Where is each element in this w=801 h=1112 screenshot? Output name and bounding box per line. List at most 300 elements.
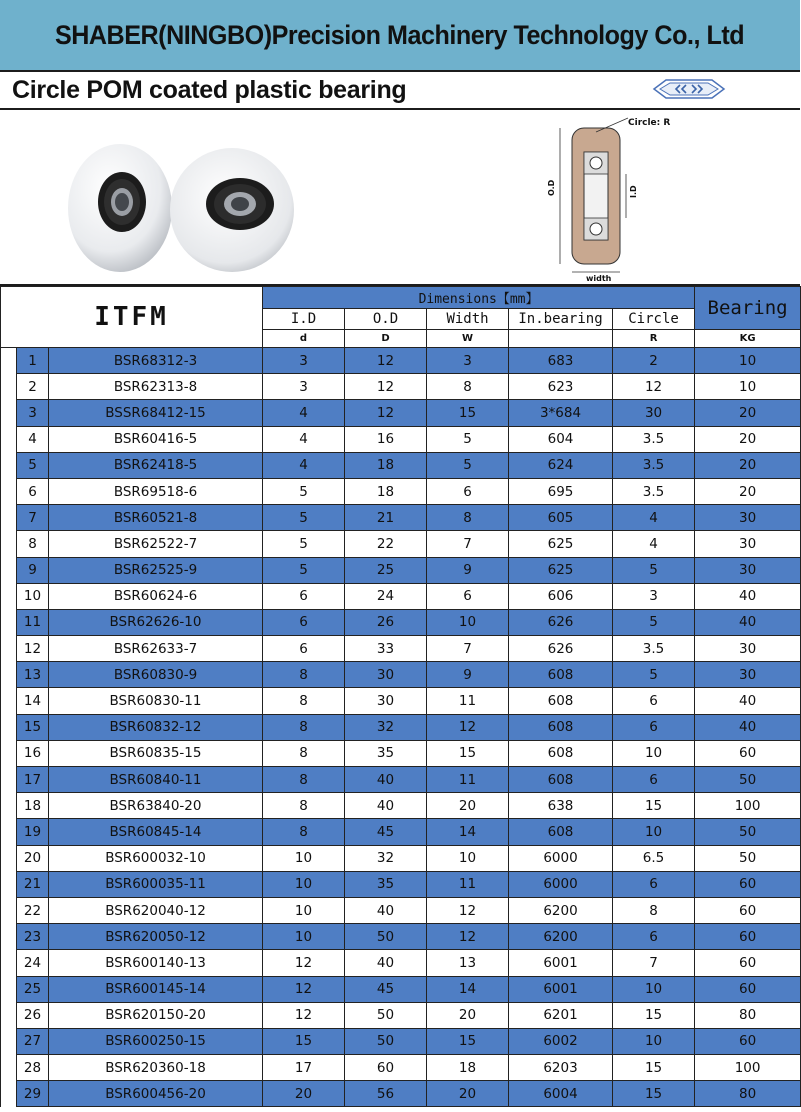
col-header-width: Width [427,309,509,330]
row-gutter [1,557,17,583]
row-od: 30 [345,662,427,688]
row-od: 40 [345,793,427,819]
row-circle: 3.5 [613,636,695,662]
row-model: BSR620150-20 [49,1002,263,1028]
bearing-wheels-image [62,130,322,280]
row-width: 20 [427,793,509,819]
row-number: 22 [17,897,49,923]
row-kg: 100 [695,1055,801,1081]
row-width: 12 [427,924,509,950]
row-od: 35 [345,740,427,766]
row-od: 24 [345,583,427,609]
row-gutter [1,400,17,426]
row-kg: 50 [695,819,801,845]
row-kg: 60 [695,1028,801,1054]
row-circle: 30 [613,400,695,426]
spec-table-body [1,348,801,1107]
company-name: SHABER(NINGBO)Precision Machinery Technology Co., Ltd [55,19,745,50]
row-id: 5 [263,557,345,583]
row-kg: 40 [695,583,801,609]
row-kg: 100 [695,793,801,819]
table-row [1,767,801,793]
row-circle: 6 [613,871,695,897]
row-width: 6 [427,583,509,609]
row-id: 3 [263,374,345,400]
row-number: 20 [17,845,49,871]
row-number: 5 [17,452,49,478]
row-inbearing: 638 [509,793,613,819]
row-model: BSR600032-10 [49,845,263,871]
row-gutter [1,452,17,478]
row-od: 30 [345,688,427,714]
row-kg: 80 [695,1081,801,1107]
row-width: 8 [427,505,509,531]
table-row [1,452,801,478]
row-gutter [1,740,17,766]
row-gutter [1,662,17,688]
row-inbearing: 6001 [509,976,613,1002]
row-circle: 3 [613,583,695,609]
row-number: 23 [17,924,49,950]
row-model: BSR69518-6 [49,478,263,504]
row-kg: 30 [695,662,801,688]
row-width: 13 [427,950,509,976]
row-inbearing: 608 [509,740,613,766]
row-kg: 60 [695,871,801,897]
row-inbearing: 6002 [509,1028,613,1054]
row-model: BSR60845-14 [49,819,263,845]
row-inbearing: 625 [509,557,613,583]
row-width: 12 [427,897,509,923]
row-id: 15 [263,1028,345,1054]
row-gutter [1,767,17,793]
row-od: 18 [345,478,427,504]
row-number: 27 [17,1028,49,1054]
table-row [1,583,801,609]
row-id: 6 [263,583,345,609]
row-inbearing: 6000 [509,871,613,897]
outer-diameter-label: O.D [547,179,556,196]
row-inbearing: 626 [509,609,613,635]
row-inbearing: 608 [509,714,613,740]
row-id: 17 [263,1055,345,1081]
row-model: BSR62633-7 [49,636,263,662]
row-circle: 10 [613,1028,695,1054]
row-gutter [1,348,17,374]
row-circle: 2 [613,348,695,374]
row-od: 16 [345,426,427,452]
row-number: 14 [17,688,49,714]
row-od: 50 [345,1002,427,1028]
brand-logo-icon [652,78,726,100]
row-model: BSR63840-20 [49,793,263,819]
row-model: BSR600035-11 [49,871,263,897]
row-od: 50 [345,924,427,950]
row-od: 12 [345,400,427,426]
row-gutter [1,478,17,504]
row-id: 8 [263,767,345,793]
row-id: 12 [263,976,345,1002]
width-label: width [586,274,612,283]
row-circle: 4 [613,531,695,557]
row-model: BSR620040-12 [49,897,263,923]
row-gutter [1,819,17,845]
row-model: BSR62525-9 [49,557,263,583]
row-id: 8 [263,714,345,740]
row-model: BSR60624-6 [49,583,263,609]
row-circle: 6 [613,688,695,714]
table-row [1,688,801,714]
row-inbearing: 6200 [509,924,613,950]
row-model: BSR60830-9 [49,662,263,688]
row-model: BSR62626-10 [49,609,263,635]
row-kg: 20 [695,400,801,426]
row-circle: 3.5 [613,452,695,478]
row-width: 11 [427,767,509,793]
row-number: 8 [17,531,49,557]
row-od: 25 [345,557,427,583]
row-width: 14 [427,976,509,1002]
row-gutter [1,845,17,871]
row-model: BSR600456-20 [49,1081,263,1107]
row-number: 19 [17,819,49,845]
row-circle: 10 [613,819,695,845]
row-width: 5 [427,426,509,452]
row-id: 5 [263,478,345,504]
table-row [1,426,801,452]
row-gutter [1,609,17,635]
row-inbearing: 608 [509,767,613,793]
company-banner [0,0,800,72]
row-model: BSR62313-8 [49,374,263,400]
row-circle: 12 [613,374,695,400]
row-od: 18 [345,452,427,478]
row-inbearing: 625 [509,531,613,557]
row-number: 21 [17,871,49,897]
row-gutter [1,871,17,897]
row-gutter [1,793,17,819]
row-number: 24 [17,950,49,976]
row-od: 33 [345,636,427,662]
row-circle: 3.5 [613,426,695,452]
table-row [1,531,801,557]
row-gutter [1,505,17,531]
bearing-cross-section-drawing [547,112,671,283]
unit-inbearing [509,330,613,348]
table-row [1,1081,801,1107]
row-width: 8 [427,374,509,400]
row-id: 10 [263,897,345,923]
row-number: 3 [17,400,49,426]
row-kg: 30 [695,557,801,583]
row-circle: 15 [613,1081,695,1107]
unit-od: D [345,330,427,348]
row-inbearing: 605 [509,505,613,531]
row-id: 5 [263,531,345,557]
col-header-inbearing: In.bearing [509,309,613,330]
row-number: 25 [17,976,49,1002]
row-inbearing: 608 [509,662,613,688]
row-width: 20 [427,1081,509,1107]
row-model: BSR600250-15 [49,1028,263,1054]
row-id: 6 [263,636,345,662]
table-row [1,609,801,635]
row-od: 40 [345,950,427,976]
row-od: 40 [345,767,427,793]
row-model: BSR62418-5 [49,452,263,478]
row-od: 40 [345,897,427,923]
row-gutter [1,583,17,609]
row-number: 15 [17,714,49,740]
row-model: BSR62522-7 [49,531,263,557]
row-circle: 7 [613,950,695,976]
row-number: 17 [17,767,49,793]
row-number: 4 [17,426,49,452]
row-od: 26 [345,609,427,635]
row-inbearing: 608 [509,819,613,845]
row-gutter [1,1055,17,1081]
row-number: 12 [17,636,49,662]
row-number: 28 [17,1055,49,1081]
row-inbearing: 6001 [509,950,613,976]
inner-diameter-label: I.D [629,185,638,198]
row-number: 11 [17,609,49,635]
row-inbearing: 683 [509,348,613,374]
bearing-header: Bearing [695,287,801,330]
row-gutter [1,976,17,1002]
row-model: BSR60830-11 [49,688,263,714]
dimensions-header: Dimensions【mm】 [263,287,695,309]
col-header-id: I.D [263,309,345,330]
table-row [1,897,801,923]
row-width: 10 [427,609,509,635]
col-header-circle: Circle [613,309,695,330]
product-title: Circle POM coated plastic bearing [12,76,407,104]
row-inbearing: 6201 [509,1002,613,1028]
row-od: 45 [345,819,427,845]
itfm-header: ITFM [1,287,263,348]
row-gutter [1,1028,17,1054]
row-model: BSR620360-18 [49,1055,263,1081]
row-circle: 6 [613,714,695,740]
row-inbearing: 608 [509,688,613,714]
row-circle: 3.5 [613,478,695,504]
row-kg: 60 [695,897,801,923]
row-kg: 50 [695,845,801,871]
row-number: 7 [17,505,49,531]
row-id: 12 [263,950,345,976]
table-row [1,819,801,845]
row-number: 18 [17,793,49,819]
row-kg: 60 [695,924,801,950]
row-id: 8 [263,662,345,688]
row-gutter [1,897,17,923]
table-row [1,478,801,504]
row-gutter [1,426,17,452]
row-id: 8 [263,740,345,766]
row-width: 12 [427,714,509,740]
row-id: 4 [263,400,345,426]
row-model: BSR60840-11 [49,767,263,793]
row-id: 10 [263,871,345,897]
row-kg: 40 [695,609,801,635]
row-model: BSR60521-8 [49,505,263,531]
row-model: BSR68312-3 [49,348,263,374]
row-od: 60 [345,1055,427,1081]
row-gutter [1,950,17,976]
row-kg: 80 [695,1002,801,1028]
row-od: 45 [345,976,427,1002]
row-number: 1 [17,348,49,374]
row-inbearing: 623 [509,374,613,400]
row-number: 26 [17,1002,49,1028]
table-row [1,1002,801,1028]
row-od: 32 [345,714,427,740]
row-od: 12 [345,348,427,374]
unit-width: W [427,330,509,348]
row-gutter [1,1002,17,1028]
row-width: 9 [427,662,509,688]
row-od: 56 [345,1081,427,1107]
row-kg: 60 [695,976,801,1002]
row-circle: 10 [613,740,695,766]
row-circle: 10 [613,976,695,1002]
row-id: 6 [263,609,345,635]
table-row [1,714,801,740]
row-gutter [1,688,17,714]
row-kg: 50 [695,767,801,793]
row-width: 3 [427,348,509,374]
table-row [1,636,801,662]
spec-table [0,286,801,1107]
table-row [1,871,801,897]
row-inbearing: 6000 [509,845,613,871]
table-row [1,950,801,976]
row-inbearing: 606 [509,583,613,609]
row-gutter [1,531,17,557]
row-kg: 40 [695,688,801,714]
row-od: 22 [345,531,427,557]
row-model: BSR600145-14 [49,976,263,1002]
row-kg: 20 [695,452,801,478]
row-width: 7 [427,636,509,662]
table-row [1,662,801,688]
row-od: 32 [345,845,427,871]
row-width: 14 [427,819,509,845]
row-od: 50 [345,1028,427,1054]
row-id: 10 [263,924,345,950]
table-row [1,374,801,400]
row-circle: 6.5 [613,845,695,871]
row-model: BSR620050-12 [49,924,263,950]
row-id: 8 [263,793,345,819]
row-id: 4 [263,452,345,478]
row-model: BSR60416-5 [49,426,263,452]
row-id: 8 [263,819,345,845]
row-inbearing: 6004 [509,1081,613,1107]
row-number: 29 [17,1081,49,1107]
row-circle: 5 [613,662,695,688]
row-circle: 15 [613,1055,695,1081]
row-circle: 5 [613,609,695,635]
row-inbearing: 6203 [509,1055,613,1081]
row-inbearing: 604 [509,426,613,452]
row-number: 10 [17,583,49,609]
row-model: BSR600140-13 [49,950,263,976]
row-od: 12 [345,374,427,400]
row-kg: 60 [695,950,801,976]
row-kg: 20 [695,426,801,452]
row-id: 20 [263,1081,345,1107]
row-gutter [1,374,17,400]
table-row [1,400,801,426]
row-kg: 30 [695,505,801,531]
row-number: 16 [17,740,49,766]
row-inbearing: 624 [509,452,613,478]
row-width: 11 [427,688,509,714]
row-width: 5 [427,452,509,478]
row-circle: 15 [613,793,695,819]
row-number: 2 [17,374,49,400]
row-kg: 40 [695,714,801,740]
row-width: 15 [427,1028,509,1054]
row-id: 5 [263,505,345,531]
row-width: 7 [427,531,509,557]
row-circle: 15 [613,1002,695,1028]
table-row [1,845,801,871]
row-width: 11 [427,871,509,897]
row-kg: 10 [695,348,801,374]
row-gutter [1,1081,17,1107]
row-od: 35 [345,871,427,897]
col-header-od: O.D [345,309,427,330]
row-model: BSR60835-15 [49,740,263,766]
row-circle: 6 [613,767,695,793]
product-figure-area [0,110,800,286]
table-row [1,557,801,583]
row-circle: 4 [613,505,695,531]
row-kg: 60 [695,740,801,766]
row-id: 4 [263,426,345,452]
table-row [1,740,801,766]
row-number: 9 [17,557,49,583]
row-number: 6 [17,478,49,504]
row-width: 9 [427,557,509,583]
table-row [1,1055,801,1081]
row-id: 10 [263,845,345,871]
row-gutter [1,714,17,740]
row-inbearing: 626 [509,636,613,662]
table-row [1,1028,801,1054]
row-od: 21 [345,505,427,531]
row-inbearing: 3*684 [509,400,613,426]
row-circle: 8 [613,897,695,923]
circle-radius-label: Circle: R [628,118,671,128]
table-row [1,924,801,950]
table-row [1,348,801,374]
table-row [1,793,801,819]
row-gutter [1,924,17,950]
row-kg: 30 [695,636,801,662]
row-width: 20 [427,1002,509,1028]
row-width: 10 [427,845,509,871]
table-row [1,976,801,1002]
row-model: BSR60832-12 [49,714,263,740]
row-number: 13 [17,662,49,688]
unit-kg: KG [695,330,801,348]
row-id: 12 [263,1002,345,1028]
unit-id: d [263,330,345,348]
